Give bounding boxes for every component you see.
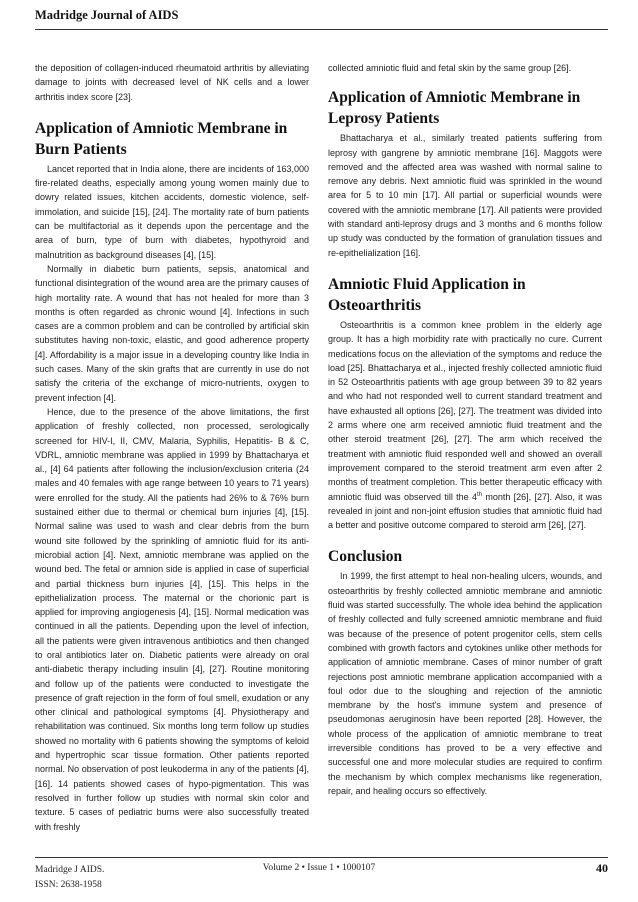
superscript-th: th [477, 491, 483, 498]
journal-title: Madridge Journal of AIDS [35, 8, 179, 22]
left-column [35, 61, 309, 834]
osteoarthritis-text-after: month [26], [27]. Also, it was revealed in joint and non-joint effusion studies that amniotic fluid had a better and positive outcome compared to steroid arm [26], [27]. [328, 491, 602, 531]
conclusion-paragraph: In 1999, the first attempt to heal non-healing ulcers, wounds, and osteoarthritis by freshly collected amniotic membrane and amniotic fluid was started successfully. The whole idea behind the application of freshly collected and fully screened amniotic membrane and fluid was because of the presence of potent progenitor cells, stem cells combined with growth factors and cytokines unlike other methods for application of amniotic membrane. Cases of minor number of graft rejections post amniotic membrane application accompanied with a foul odor due to the sloughing and rejection of the amniotic membrane by the host's immune system and presence of pseudomonas aeruginosin have been reported [28]. However, the whole process of the application of amniotic membrane to treat irreversible conditions has proved to be a very effective and successful one and more molecular studies are required to confirm the mechanism by which complex mechanisms like regeneration, repair, and healing occurs so effectively. [328, 571, 602, 796]
footer-volume-info: Volume 2 • Issue 1 • 1000107 [262, 863, 376, 873]
header-divider [35, 29, 608, 30]
intro-paragraph: the deposition of collagen-induced rheumatoid arthritis by alleviating damage to joints with decreased level of NK cells and a lower arthritis index score [23]. [35, 63, 309, 102]
burn-section-heading: Application of Amniotic Membrane in Burn Patients [35, 119, 288, 158]
footer-divider [35, 857, 608, 858]
osteoarthritis-paragraph [328, 318, 602, 532]
page-number: 40 [596, 861, 608, 875]
osteoarthritis-text-before: Osteoarthritis is a common knee problem in the elderly age group. It has a high morbidity rate with practically no cure. Current medications focus on the alleviation of the symptoms and reduce the load [25]. Bhattacharya et al., injected freshly collected amniotic fluid in 52 Osteoarthritis patients with age group between 39 to 82 years and who had not responded well to current standard treatment and have exhausted all options [26], [27]. The treatment was divided into 2 arms where one arm received amniotic fluid treatment and the other steroid treatment [26], [27]. The arm which received the treatment with amniotic fluid responded well and showed an overall improvement compared to the steroid treatment arm even after 2 months of treatment completion. This better therapeutic efficacy with amniotic fluid was observed till the 4 [328, 319, 602, 502]
burn-paragraph-2: Normally in diabetic burn patients, sepsis, anatomical and functional disintegration of the wound area are the primary causes of high mortality rate. A wound that has not healed for more than 3 months is often regarded as chronic wound [4]. Infections in such cases are a common problem and can be controlled by artificial skin substitutes having non-toxic, elastic, and good adherence property [4]. Affordability is a major issue in a developing country like India in such cases. Many of the skin grafts that are currently in use do not satisfy the criteria of the exchange of micro-nutrients, oxygen to prevent infection [4]. [35, 263, 309, 403]
footer-journal-abbrev: Madridge J AIDS. [35, 865, 105, 875]
osteoarthritis-section-heading: Amniotic Fluid Application in Osteoarthritis [328, 275, 526, 314]
right-column [328, 61, 602, 798]
burn-paragraph-3: Hence, due to the presence of the above limitations, the first application of freshly collected, non processed, serologically screened for HIV-I, II, CMV, Malaria, Syphilis, Hepatitis- B & C, VDRL, amniotic membrane was applied in 1999 by Bhattacharya et al., [4] 64 patients after following the inclusion/exclusion criteria (24 males and 40 females with age range between 10 years to 71 years) were enrolled for the study. All the patients had 26% to & 76% burn sustained either due to thermal or chemical burn injuries [4], [15]. Normal saline was used to wash and clear debris from the burn wound site followed by the sprinkling of amniotic fluid for its anti-microbial action [4]. Next, amniotic membrane was applied on the wound bed. The fetal or amnion side is applied in case of superficial and partial thickness burn injuries [4], [15]. This helps in the epithelialization process. The maternal or the chorionic part is applied for improving angiogenesis [4], [15]. Normal medication was continued in all the patients. Depending upon the level of infection, all the patients were given intravenous antibiotics and then changed to oral antibiotics later on. Diabetic patients were already on oral anti-diabetic therapy including insulin [4], [27]. Routine monitoring and follow up of the patients were conducted to investigate the presence of graft rejection in the form of foul smell, exudation or any other clinical and pathological symptoms [4]. Physiotherapy and rehabilitation was continued. Six months long term follow up studies showed no mortality with 6 patients showing the symptoms of keloid and hypertrophic scar tissue formation. Other patients reported normal. No observation of post leukoderma in any of the patients [4], [16]. 14 patients showed cases of hypo-pigmentation. This was resolved in further follow up studies with normal skin color and texture. 5 cases of pediatric burns were also successfully treated with freshly [35, 406, 309, 832]
burn-paragraph-1: Lancet reported that in India alone, there are incidents of 163,000 fire-related deaths, especially among young women mainly due to dowry related issues, kitchen accidents, domestic violence, self-immolation, and suicide [15], [24]. The mortality rate of burn patients can be multifactorial as it depends upon the percentage and the area of burn, type of burn with diabetes, hypothyroid and malnutrition as background diseases [4], [15]. [35, 163, 309, 260]
footer-issn: ISSN: 2638-1958 [35, 880, 102, 890]
leprosy-paragraph: Bhattacharya et al., similarly treated patients suffering from leprosy with gangrene by amniotic membrane [16]. Maggots were removed and the affected area was washed with normal saline to remove any debris. Next amniotic fluid was sprinkled in the wound area for 5 to 10 min [17]. All partial or superficial wounds were covered with the amniotic membrane [17]. All patients were provided with standard anti-leprosy drugs and 3 months and 6 months follow up study was conducted by the formation of granulation tissues and re-epithelialization [16]. [328, 133, 602, 258]
leprosy-section-heading: Application of Amniotic Membrane in Leprosy Patients [328, 89, 581, 128]
conclusion-heading: Conclusion [328, 548, 403, 566]
continuation-paragraph: collected amniotic fluid and fetal skin by the same group [26]. [328, 63, 572, 73]
